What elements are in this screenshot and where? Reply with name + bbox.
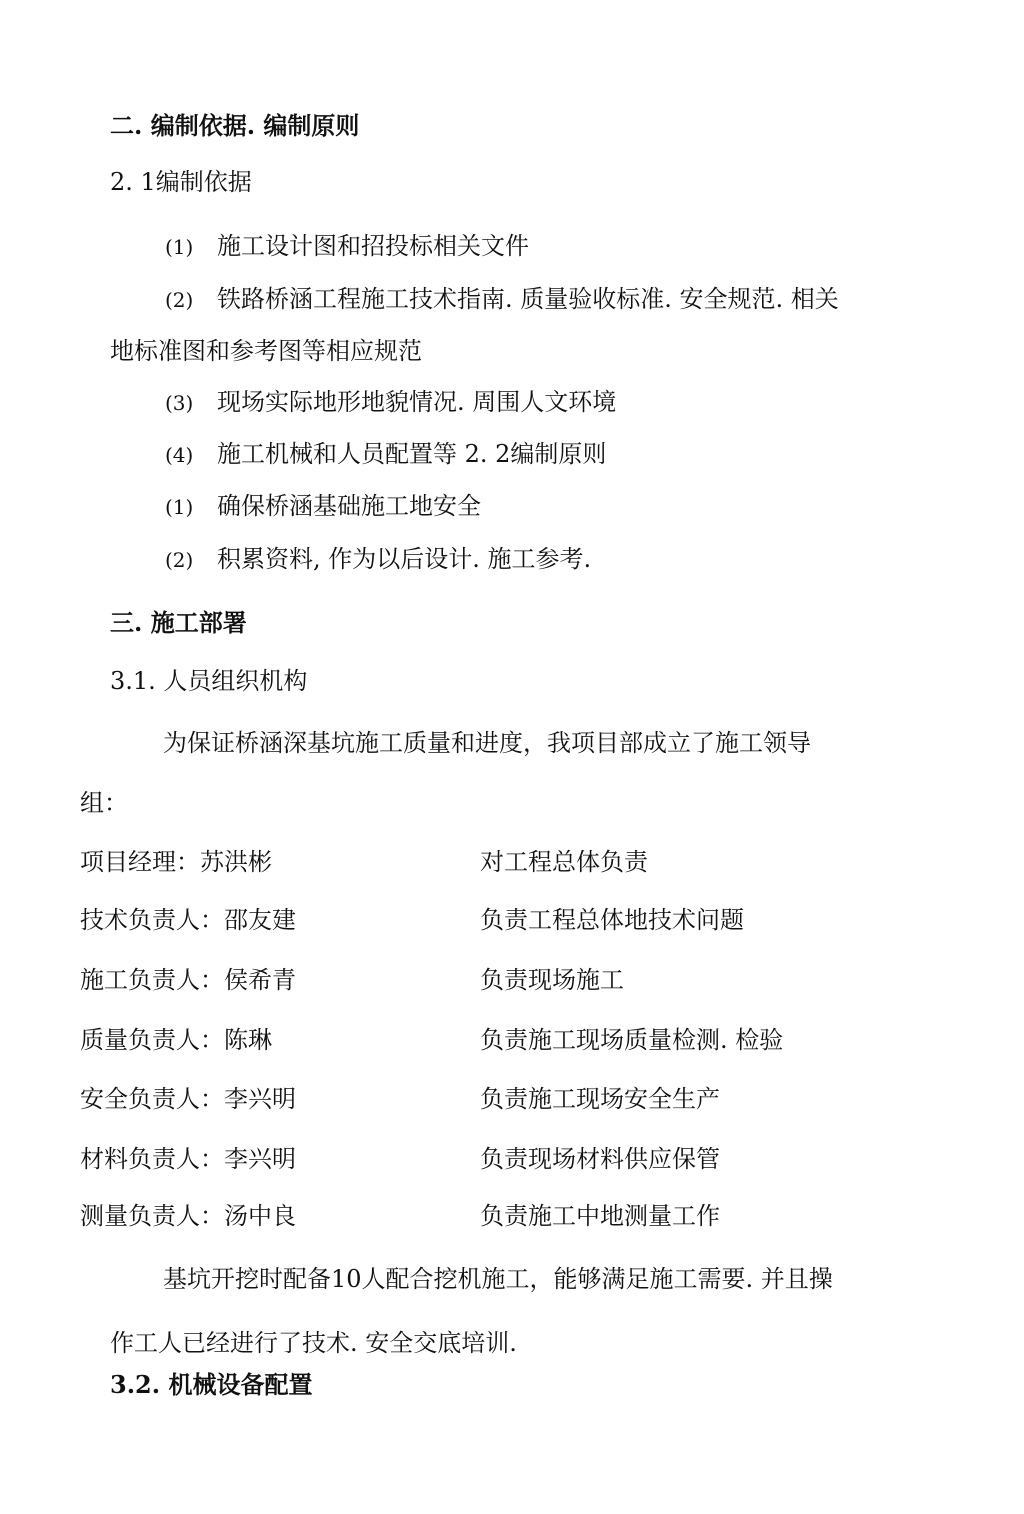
list-number: (2) [165, 288, 194, 312]
staff-row [80, 846, 980, 878]
staff-row [80, 964, 980, 996]
list-text: 积累资料, 作为以后设计. 施工参考. [217, 545, 592, 573]
staff-row [80, 1143, 980, 1175]
list-text: 现场实际地形地貌情况. 周围人文环境 [217, 388, 617, 416]
intro-paragraph-line-2: 组： [80, 789, 128, 817]
subsection-3-2-heading: 3.2. 机械设备配置 [110, 1370, 313, 1399]
staff-role: 项目经理：苏洪彬 [80, 848, 272, 876]
workers-paragraph-line-2: 作工人已经进行了技术. 安全交底培训. [110, 1329, 517, 1357]
list-number: (2) [165, 548, 194, 572]
staff-duty: 负责现场施工 [480, 966, 624, 994]
staff-row [80, 1024, 980, 1056]
list-text: 施工机械和人员配置等 2. 2编制原则 [217, 440, 607, 468]
staff-role: 质量负责人：陈琳 [80, 1026, 272, 1054]
workers-paragraph-line-1: 基坑开挖时配备10人配合挖机施工，能够满足施工需要. 并且操 [163, 1265, 833, 1293]
basis-item-2 [165, 283, 839, 316]
basis-item-2-continued: 地标准图和参考图等相应规范 [110, 337, 422, 365]
basis-item-3 [165, 386, 616, 419]
staff-duty: 负责现场材料供应保管 [480, 1145, 720, 1173]
list-number: (3) [165, 391, 194, 415]
section-2-heading: 二. 编制依据. 编制原则 [110, 111, 360, 140]
staff-row [80, 1083, 980, 1115]
staff-duty: 负责施工现场安全生产 [480, 1085, 720, 1113]
principle-item-2 [165, 543, 591, 576]
list-number: (1) [165, 495, 194, 519]
basis-item-1 [165, 230, 529, 263]
staff-row [80, 904, 980, 936]
section-3-heading: 三. 施工部署 [110, 608, 247, 637]
subsection-2-1-heading: 2. 1编制依据 [110, 168, 252, 196]
staff-duty: 负责施工中地测量工作 [480, 1202, 720, 1230]
list-text: 确保桥涵基础施工地安全 [217, 492, 481, 520]
staff-role: 安全负责人：李兴明 [80, 1085, 296, 1113]
staff-row [80, 1200, 980, 1232]
staff-duty: 对工程总体负责 [480, 848, 648, 876]
list-text: 铁路桥涵工程施工技术指南. 质量验收标准. 安全规范. 相关 [217, 285, 839, 313]
staff-role: 施工负责人：侯希青 [80, 966, 296, 994]
list-number: (1) [165, 235, 194, 259]
staff-role: 材料负责人：李兴明 [80, 1145, 296, 1173]
staff-duty: 负责施工现场质量检测. 检验 [480, 1026, 784, 1054]
principle-item-1 [165, 490, 481, 523]
basis-item-4 [165, 438, 606, 471]
list-number: (4) [165, 443, 194, 467]
subsection-3-1-heading: 3.1. 人员组织机构 [110, 667, 308, 695]
intro-paragraph-line-1: 为保证桥涵深基坑施工质量和进度，我项目部成立了施工领导 [163, 729, 811, 757]
list-text: 施工设计图和招投标相关文件 [217, 232, 529, 260]
staff-role: 测量负责人：汤中良 [80, 1202, 296, 1230]
staff-duty: 负责工程总体地技术问题 [480, 906, 744, 934]
staff-role: 技术负责人：邵友建 [80, 906, 296, 934]
